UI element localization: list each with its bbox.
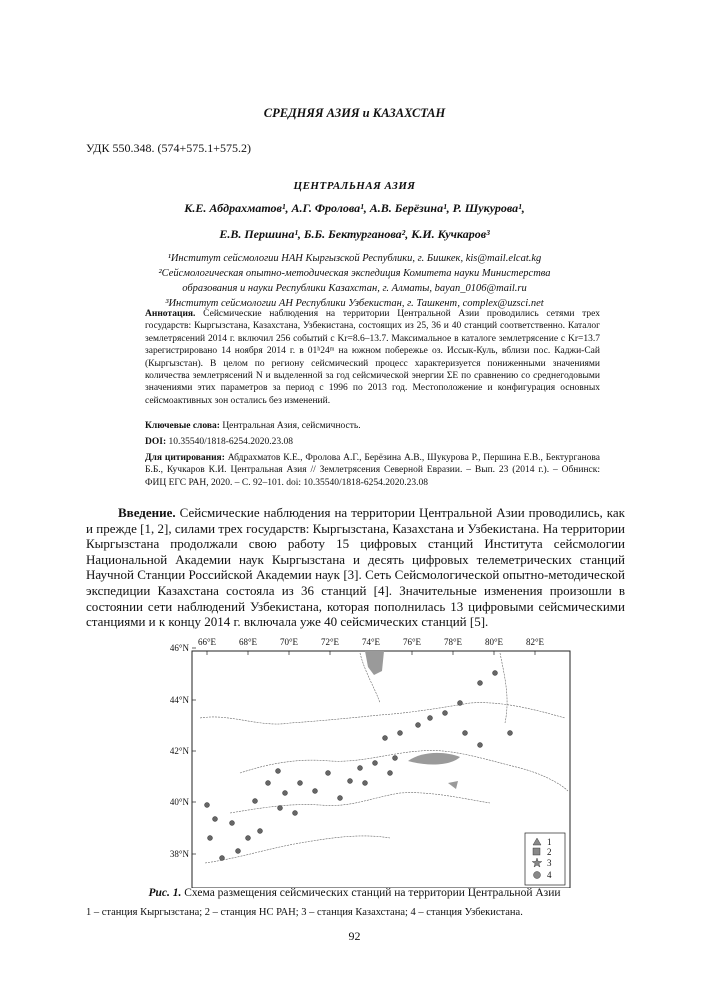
affiliation-2: ²Сейсмологическая опытно-методическая экспедиция Комитета науки Министерства: [158, 268, 551, 279]
lon-label: 78°E: [443, 637, 463, 647]
intro-label: Введение.: [118, 505, 176, 520]
station-map: [160, 633, 580, 888]
keywords-label: Ключевые слова:: [145, 421, 220, 431]
section-heading: СРЕДНЯЯ АЗИЯ и КАЗАХСТАН: [263, 106, 446, 120]
lat-label: 44°N: [169, 695, 189, 705]
citation: [145, 452, 600, 489]
abstract: [145, 308, 600, 407]
authors-line-2: Е.В. Першина¹, Б.Б. Бектурганова², К.И. Кучкаров³: [219, 227, 490, 241]
lat-label: 38°N: [169, 849, 189, 859]
figure-caption-text: Схема размещения сейсмических станций на территории Центральной Азии: [184, 887, 561, 899]
map-frame: [192, 651, 570, 888]
legend-label: 3: [547, 858, 552, 868]
lon-label: 82°E: [525, 637, 545, 647]
legend-label: 2: [547, 847, 552, 857]
lon-label: 80°E: [484, 637, 504, 647]
figure-caption: [0, 887, 709, 899]
authors-line-1: К.Е. Абдрахматов¹, А.Г. Фролова¹, А.В. Берёзина¹, Р. Шукурова¹,: [184, 201, 525, 215]
article-title: ЦЕНТРАЛЬНАЯ АЗИЯ: [293, 180, 416, 192]
udk-code: УДК 550.348. (574+575.1+575.2): [86, 141, 251, 155]
lat-label: 42°N: [169, 746, 189, 756]
introduction: [86, 505, 625, 630]
affiliation-1: ¹Институт сейсмологии НАН Кыргызской Республики, г. Бишкек, kis@mail.elcat.kg: [167, 253, 542, 264]
doi-text[interactable]: 10.35540/1818-6254.2020.23.08: [168, 437, 294, 447]
affiliation-3: ³Институт сейсмологии АН Республики Узбекистан, г. Ташкент, complex@uzsci.net: [165, 298, 544, 309]
lat-label: 40°N: [169, 797, 189, 807]
figure-caption-label: Рис. 1.: [148, 887, 182, 899]
keywords: [145, 420, 600, 432]
citation-label: Для цитирования:: [145, 453, 225, 463]
map-legend: [525, 833, 565, 885]
doi-label: DOI:: [145, 437, 167, 447]
lon-label: 76°E: [402, 637, 422, 647]
citation-text: Абдрахматов К.Е., Фролова А.Г., Берёзина А.В., Шукурова Р., Першина Е.В., Бектурганова Б.Б., Кучкаров К.И. Центральная Азия // Землетрясения Северной Евразии. – Вып. 23 (2014 г.). – Обнинск: ФИЦ ЕГС РАН, 2020. – С. 92–101. doi: 10.35540/1818-6254.2020.23.08: [145, 453, 600, 488]
lon-label: 70°E: [279, 637, 299, 647]
abstract-text: Сейсмические наблюдения на территории Центральной Азии проводились сетями трех государств: Кыргызстана, Казахстана, Узбекистана, состоящих из 25, 36 и 40 станций соответственно. Каталог землетрясений 2014 г. включил 256 событий с Kr=8.6–13.7. Максимальное в каталоге землетрясение с Kr=13.7 зарегистрировано 14 ноября 2014 г. в 01ʰ24ᵐ на южном побережье оз. Иссык-Куль, вблизи пос. Каджи-Сай (Кыргызстан). В целом по региону сейсмический процесс характеризуется пониженными значениями количества землетрясений N и выделенной за год сейсмической энергии ΣE по сравнению со среднегодовыми значениями этих параметров за период с 1996 по 2013 год. Местоположение и конфигурация основных сейсмоактивных зон остались без изменений.: [145, 309, 601, 406]
intro-text: Сейсмические наблюдения на территории Центральной Азии проводились, как и прежде [1, 2], силами трех государств: Кыргызстана, Казахстана и Узбекистана. На территории Кыргызстана продолжали свою работу 15 цифровых станций Института сейсмологии Национальной Академии наук Кыргызстана и десять цифровых телеметрических станций Научной Станции Российской Академии наук [3]. Сеть Сейсмологической опытно-методической экспедиции Казахстана состояла из 36 станций [4]. Значительные изменения произошли в состоянии сети наблюдений Узбекистана, которая пополнилась 13 цифровыми сейсмическими станциями и к концу 2014 г. включала уже 40 сейсмических станций [5].: [86, 505, 625, 630]
keywords-text: Центральная Азия, сейсмичность.: [222, 421, 361, 431]
lon-label: 74°E: [361, 637, 381, 647]
page-number: 92: [348, 929, 361, 943]
circle-icon: [534, 872, 541, 879]
square-icon: [533, 848, 540, 855]
abstract-label: Аннотация.: [145, 309, 196, 319]
doi: [145, 436, 600, 448]
lon-label: 66°E: [197, 637, 217, 647]
affiliation-2-cont: образования и науки Республики Казахстан, г. Алматы, bayan_0106@mail.ru: [182, 283, 527, 294]
legend-label: 4: [547, 870, 552, 880]
lon-label: 68°E: [238, 637, 258, 647]
lon-label: 72°E: [320, 637, 340, 647]
legend-label: 1: [547, 837, 552, 847]
lat-label: 46°N: [169, 643, 189, 653]
figure-legend-text: 1 – станция Кыргызстана; 2 – станция НС РАН; 3 – станция Казахстана; 4 – станция Узбекистана.: [86, 907, 523, 918]
